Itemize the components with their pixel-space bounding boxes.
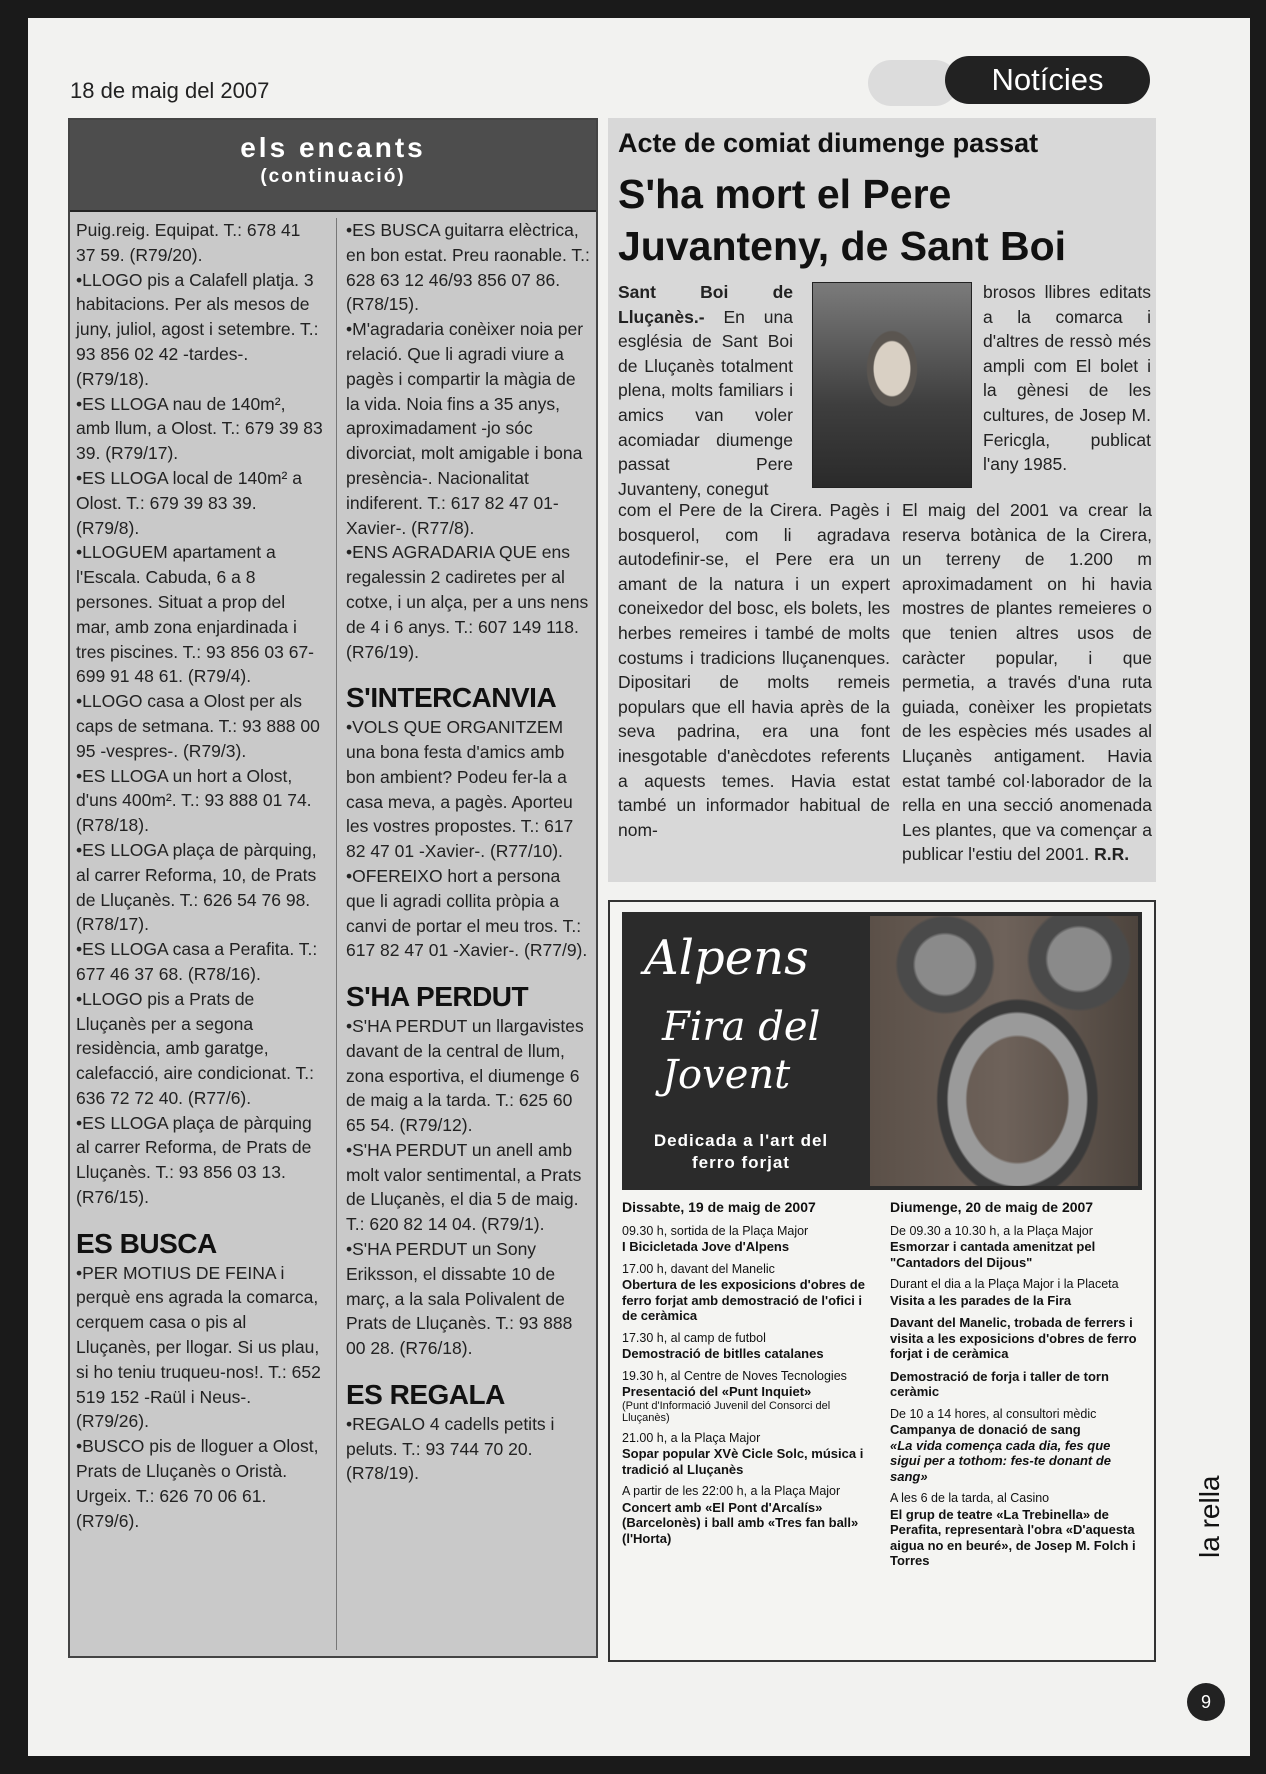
wrought-iron-dragon-image — [870, 916, 1138, 1186]
event-title: I Bicicletada Jove d'Alpens — [622, 1239, 790, 1254]
classified-ad: •ES LLOGA un hort a Olost, d'uns 400m². T.: 93 888 01 74. (R78/18). — [76, 765, 312, 836]
schedule-event — [622, 1369, 872, 1424]
event-time: 17.00 h, davant del Manelic — [622, 1261, 775, 1276]
sunday-schedule — [890, 1200, 1140, 1576]
classified-ad: •S'HA PERDUT un Sony Eriksson, el dissabte 10 de març, a la sala Polivalent de Prats de Lluçanès. T.: 93 888 00 28. (R76/18). — [346, 1239, 573, 1359]
saturday-day: Dissabte, 19 de maig de 2007 — [622, 1199, 816, 1215]
classified-ad: •ES LLOGA casa a Perafita. T.: 677 46 37 68. (R78/16). — [76, 939, 318, 984]
event-time: 09.30 h, sortida de la Plaça Major — [622, 1223, 809, 1238]
classified-ad: •ES LLOGA local de 140m² a Olost. T.: 679 39 83 39. (R79/8). — [76, 467, 302, 538]
event-title: Campanya de donació de sang — [890, 1422, 1081, 1437]
event-title: Demostració de forja i taller de torn ceràmic — [890, 1368, 1109, 1399]
classified-ad: •LLOGO pis a Prats de Lluçanès per a segona residència, amb garatge, calefacció, aire condicionat. T.: 636 72 72 40. (R77/6). — [76, 988, 315, 1108]
classifieds-column-2 — [346, 218, 594, 1486]
classified-ad: •LLOGO casa a Olost per als caps de setmana. T.: 93 888 00 95 -vespres-. (R79/3). — [76, 691, 320, 761]
ad-title: Alpens — [644, 930, 809, 986]
issue-date: 18 de maig del 2007 — [70, 78, 270, 103]
schedule-event — [890, 1491, 1140, 1569]
schedule-event — [622, 1262, 872, 1324]
schedule-event — [890, 1369, 1140, 1400]
event-title: El grup de teatre «La Trebinella» de Perafita, representarà l'obra «D'aquesta aigua no en beuré», de Josep M. Folch i Torres — [890, 1506, 1136, 1568]
schedule-event — [622, 1331, 872, 1362]
body-right-text: El maig del 2001 va crear la reserva botànica de la Cirera, un terreny de 1.200 m aproximadament on hi havia mostres de plantes remeieres o que tenien altres usos de caràcter popular, i que permetia, a través d'una ruta guiada, conèixer les propietats de les espècies més usades al Lluçanès antigament. Havia estat també col·laborador de la rella en una secció anomenada Les plantes, que va començar a publicar l'estiu del 2001. — [902, 500, 1152, 865]
heading-perdut: S'HA PERDUT — [346, 981, 529, 1013]
classified-ad: Puig.reig. Equipat. T.: 678 41 37 59. (R79/20). — [76, 220, 301, 265]
classified-ad: •OFEREIXO hort a persona que li agradi collita pròpia a canvi de portar el meu tros. T.: 617 82 47 01 -Xavier-. (R77/9). — [346, 865, 588, 961]
event-time: 17.30 h, al camp de futbol — [622, 1330, 766, 1345]
classified-ad: •ENS AGRADARIA QUE ens regalessin 2 cadiretes per al cotxe, i un alça, per a uns nens de 4 i 6 anys. T.: 607 149 118. (R76/19). — [346, 542, 589, 662]
article-body-right-top: brosos llibres editats a la comarca i d'altres de ressò més ampli com El bolet i la gènesi de les cultures, de Josep M. Fericgla, publicat l'any 1985. — [983, 282, 1151, 475]
heading-es-busca: ES BUSCA — [76, 1227, 217, 1259]
event-title: Sopar popular XVè Cicle Solc, música i tradició al Lluçanès — [622, 1446, 864, 1477]
classified-ad: •VOLS QUE ORGANITZEM una bona festa d'amics amb bon ambient? Podeu fer-la a casa meva, a pagès. Aporteu les vostres propostes. T.: 617 82 47 01 -Xavier-. (R77/10). — [346, 717, 574, 862]
schedule-event — [622, 1431, 872, 1478]
event-title: Demostració de bitlles catalanes — [622, 1346, 824, 1361]
classified-ad: •ES LLOGA plaça de pàrquing al carrer Reforma, de Prats de Lluçanès. T.: 93 856 03 13. (R76/15). — [76, 1112, 312, 1208]
column-divider — [336, 218, 337, 1650]
event-advertisement — [608, 900, 1156, 1662]
ad-tagline: Dedicada a l'art del ferro forjat — [653, 1131, 829, 1172]
schedule-event — [622, 1484, 872, 1546]
classifieds-subtitle: (continuació) — [260, 166, 406, 187]
schedule-event — [890, 1277, 1140, 1308]
saturday-schedule — [622, 1200, 872, 1553]
ad-subtitle-line1: Fira del — [662, 1004, 821, 1050]
classifieds-column-1 — [76, 218, 324, 1533]
schedule-event — [890, 1224, 1140, 1271]
classified-ad: •S'HA PERDUT un anell amb molt valor sentimental, a Prats de Lluçanès, el dia 5 de maig. T.: 620 82 14 04. (R79/1). — [346, 1139, 582, 1235]
event-title: Obertura de les exposicions d'obres de ferro forjat amb demostració de l'ofici i de ceràmica — [622, 1277, 865, 1323]
event-note: (Punt d'Informació Juvenil del Consorci del Lluçanès) — [622, 1399, 831, 1424]
classified-ad: •LLOGUEM apartament a l'Escala. Cabuda, 6 a 8 persones. Situat a prop del mar, amb zona enjardinada i tres piscines. T.: 93 856 03 67-699 91 48 61. (R79/4). — [76, 542, 315, 687]
heading-intercanvia: S'INTERCANVIA — [346, 682, 557, 714]
event-time: A les 6 de la tarda, al Casino — [890, 1491, 1050, 1505]
classified-ad: •REGALO 4 cadells petits i peluts. T.: 93 744 70 20. (R78/19). — [346, 1413, 555, 1484]
event-slogan: «La vida comença cada dia, fes que sigui per a tothom: fes-te donant de sang» — [890, 1437, 1112, 1484]
heading-regala: ES REGALA — [346, 1379, 505, 1411]
article-body-right — [902, 498, 1152, 867]
classified-ad: •LLOGO pis a Calafell platja. 3 habitacions. Per als mesos de juny, juliol, agost i setembre. T.: 93 856 02 42 -tardes-. (R79/18). — [76, 269, 319, 389]
classifieds-columns — [70, 218, 596, 1656]
article-body-left: com el Pere de la Cirera. Pagès i bosquerol, com li agradava autodefinir-se, el Pere era un amant de la natura i un expert coneixedor del bosc, els bolets, les herbes remeires i també de molts costums i tradicions lluçanenques. Dipositari de molts remeis populars que ell havia après de la seva padrina, era una font inesgotable d'anècdotes referents a aquests temes. Havia estat també un informador habitual de nom- — [618, 500, 890, 840]
event-title: Davant del Manelic, trobada de ferrers i visita a les exposicions d'obres de ferro forjat i de ceràmica — [890, 1315, 1137, 1361]
classified-ad: •PER MOTIUS DE FEINA i perquè ens agrada la comarca, cerquem casa o pis al Lluçanès, per llogar. Si us plau, si ho teniu truqueu-nos!. T.: 652 519 152 -Raül i Neus-. (R79/26). — [76, 1262, 321, 1432]
portrait-photo — [812, 282, 972, 488]
author-signature: R.R. — [1094, 844, 1130, 865]
byline-place: Sant Boi de Lluçanès.- — [618, 282, 793, 327]
classifieds-header — [70, 120, 596, 212]
event-time: Durant el dia a la Plaça Major i la Placeta — [890, 1277, 1119, 1291]
event-title: Concert amb «El Pont d'Arcalís» (Barcelonès) i ball amb «Tres fan ball» (l'Horta) — [622, 1499, 859, 1546]
sunday-day: Diumenge, 20 de maig de 2007 — [890, 1199, 1094, 1215]
event-time: 21.00 h, a la Plaça Major — [622, 1430, 761, 1445]
page-number: 9 — [1187, 1683, 1225, 1721]
schedule-event — [622, 1224, 872, 1255]
classified-ad: •ES LLOGA nau de 140m², amb llum, a Olost. T.: 679 39 83 39. (R79/17). — [76, 393, 323, 464]
ad-banner — [622, 912, 1142, 1190]
event-title: Visita a les parades de la Fira — [890, 1292, 1072, 1308]
section-label: Notícies — [945, 56, 1150, 104]
event-title: Esmorzar i cantada amenitzat pel "Cantadors del Dijous" — [890, 1239, 1096, 1270]
lead-text: En una església de Sant Boi de Lluçanès totalment plena, molts familiars i amics van voler acomiadar diumenge passat Pere Juvanteny, conegut — [618, 306, 793, 499]
article-lead — [618, 280, 793, 501]
event-time: De 09.30 a 10.30 h, a la Plaça Major — [890, 1223, 1093, 1238]
article-kicker: Acte de comiat diumenge passat — [618, 128, 1039, 158]
classified-ad: •ES LLOGA plaça de pàrquing, al carrer Reforma, 10, de Prats de Lluçanès. T.: 626 54 76 98. (R78/17). — [76, 839, 317, 935]
event-title: Presentació del «Punt Inquiet» — [622, 1384, 812, 1399]
event-time: 19.30 h, al Centre de Noves Tecnologies — [622, 1368, 847, 1383]
classified-ad: •M'agradaria conèixer noia per relació. Que li agradi viure a pagès i compartir la màgia de la vida. Noia fins a 35 anys, aproximadament -jo sóc divorciat, molt amigable i bona presència-. Nacionalitat indiferent. T.: 617 82 47 01-Xavier-. (R77/8). — [346, 319, 584, 538]
classifieds-box — [68, 118, 598, 1658]
classified-ad: •ES BUSCA guitarra elèctrica, en bon estat. Preu raonable. T.: 628 63 12 46/93 856 07 86. (R78/15). — [346, 220, 590, 315]
schedule-event — [890, 1407, 1140, 1485]
event-time: De 10 a 14 hores, al consultori mèdic — [890, 1406, 1097, 1421]
magazine-name: la rella — [1194, 1475, 1225, 1558]
classifieds-title: els encants — [240, 132, 426, 163]
ad-subtitle-line2: Jovent — [662, 1052, 791, 1098]
classified-ad: •S'HA PERDUT un llargavistes davant de la central de llum, zona esportiva, el diumenge 6 de maig a la tarda. T.: 625 60 65 54. (R79/12). — [346, 1015, 584, 1136]
classified-ad: •BUSCO pis de lloguer a Olost, Prats de Lluçanès o Oristà. Urgeix. T.: 626 70 06 61. (R79/6). — [76, 1436, 319, 1531]
article-headline: S'ha mort el Pere Juvanteny, de Sant Boi — [618, 171, 1067, 269]
schedule-event — [890, 1315, 1140, 1362]
event-time: A partir de les 22:00 h, a la Plaça Major — [622, 1484, 841, 1498]
